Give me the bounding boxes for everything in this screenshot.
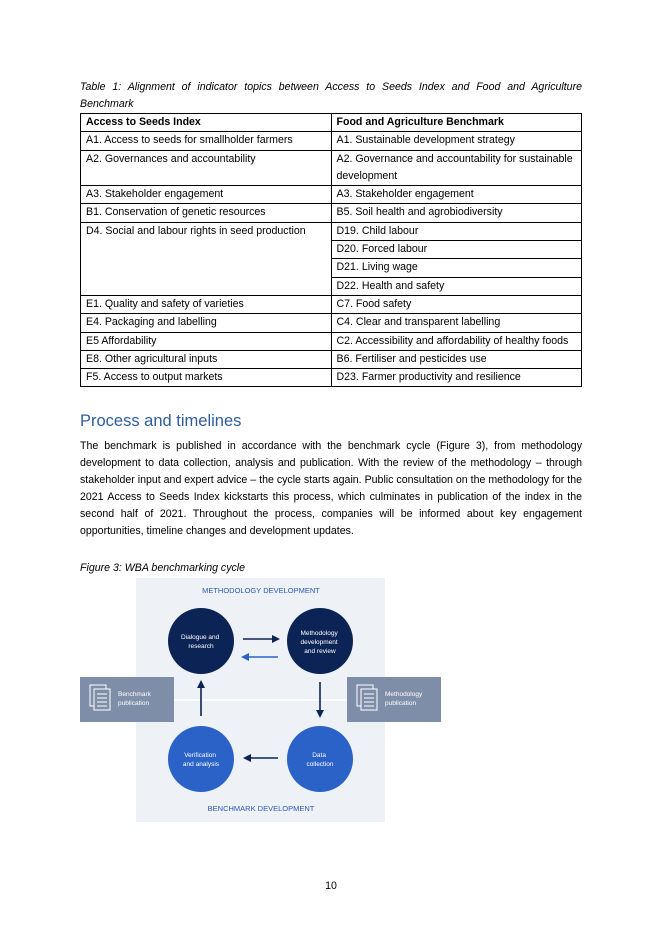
table-row [81, 332, 582, 350]
table-row [81, 314, 582, 332]
section-paragraph: The benchmark is published in accordance with the benchmark cycle (Figure 3), from methodology development to data collection, analysis and publication. With the review of the methodology – through stakeholder input and expert advice – the cycle starts again. Public consultation on the methodology for the 2021 Access to Seeds Index kickstarts this process, which culminates in publication of the index in the second half of 2021. Throughout the process, companies will be informed about key engagement opportunities, timeline changes and development updates. [80, 440, 582, 538]
table-row [81, 204, 582, 222]
table-row [81, 222, 582, 240]
table-row [81, 150, 582, 186]
benchmark-publication-line1: Benchmark [118, 691, 151, 698]
benchmark-topic-cell: A3. Stakeholder engagement [331, 186, 582, 204]
methodology-review-node [287, 608, 353, 674]
benchmark-topic-cell: C4. Clear and transparent labelling [331, 314, 582, 332]
benchmark-topic-cell: D21. Living wage [331, 259, 582, 277]
benchmark-topic-cell: B5. Soil health and agrobiodiversity [331, 204, 582, 222]
seeds-index-topic-cell: E4. Packaging and labelling [81, 314, 332, 332]
figure-caption: Figure 3: WBA benchmarking cycle [80, 562, 246, 574]
data-collection-node [287, 726, 353, 792]
benchmark-cycle-figure [80, 578, 441, 822]
benchmark-topic-cell: D23. Farmer productivity and resilience [331, 369, 582, 387]
column-header-left: Access to Seeds Index [81, 114, 332, 132]
methodology-development-label: METHODOLOGY DEVELOPMENT [202, 586, 320, 595]
seeds-index-topic-cell: E1. Quality and safety of varieties [81, 295, 332, 313]
svg-text:Methodology developmen: Methodology development and review [300, 630, 338, 655]
page-number: 10 [325, 880, 337, 892]
table-row [81, 295, 582, 313]
benchmark-topic-cell: A2. Governance and accountability for sustainable development [331, 150, 582, 186]
table-row [81, 186, 582, 204]
table-header-row [81, 114, 582, 132]
seeds-index-topic-cell: E8. Other agricultural inputs [81, 350, 332, 368]
seeds-index-topic-cell: D4. Social and labour rights in seed production [81, 222, 332, 295]
svg-text:Data collection: Data collection [306, 752, 334, 768]
seeds-index-topic-cell: A2. Governances and accountability [81, 150, 332, 186]
seeds-index-topic-cell: B1. Conservation of genetic resources [81, 204, 332, 222]
benchmark-topic-cell: D19. Child labour [331, 222, 582, 240]
seeds-index-topic-cell: A3. Stakeholder engagement [81, 186, 332, 204]
table-row [81, 369, 582, 387]
benchmark-topic-cell: B6. Fertiliser and pesticides use [331, 350, 582, 368]
methodology-publication-line1: Methodology [385, 691, 423, 698]
methodology-publication-line2: publication [385, 700, 417, 707]
table-row [81, 132, 582, 150]
benchmark-development-label: BENCHMARK DEVELOPMENT [207, 804, 315, 813]
benchmark-topic-cell: D22. Health and safety [331, 277, 582, 295]
verification-analysis-node [168, 726, 234, 792]
benchmark-topic-cell: C2. Accessibility and affordability of healthy foods [331, 332, 582, 350]
column-header-right: Food and Agriculture Benchmark [331, 114, 582, 132]
benchmark-topic-cell: C7. Food safety [331, 295, 582, 313]
benchmark-topic-cell: D20. Forced labour [331, 241, 582, 259]
seeds-index-topic-cell: F5. Access to output markets [81, 369, 332, 387]
svg-text:Dialogue and research: Dialogue and research [180, 634, 220, 650]
cycle-diagram [80, 578, 441, 822]
benchmark-topic-cell: A1. Sustainable development strategy [331, 132, 582, 150]
dialogue-research-node [168, 608, 234, 674]
table-caption: Table 1: Alignment of indicator topics between Access to Seeds Index and Food and Agriculture Benchmark [80, 81, 582, 110]
methodology-publication-box [347, 677, 441, 722]
alignment-table [80, 113, 582, 387]
section-heading: Process and timelines [80, 412, 242, 430]
benchmark-publication-line2: publication [118, 700, 150, 707]
seeds-index-topic-cell: A1. Access to seeds for smallholder farmers [81, 132, 332, 150]
benchmark-publication-box [80, 677, 174, 722]
table-row [81, 350, 582, 368]
svg-text:Verification and analy: Verification and analysis [182, 752, 220, 768]
seeds-index-topic-cell: E5 Affordability [81, 332, 332, 350]
